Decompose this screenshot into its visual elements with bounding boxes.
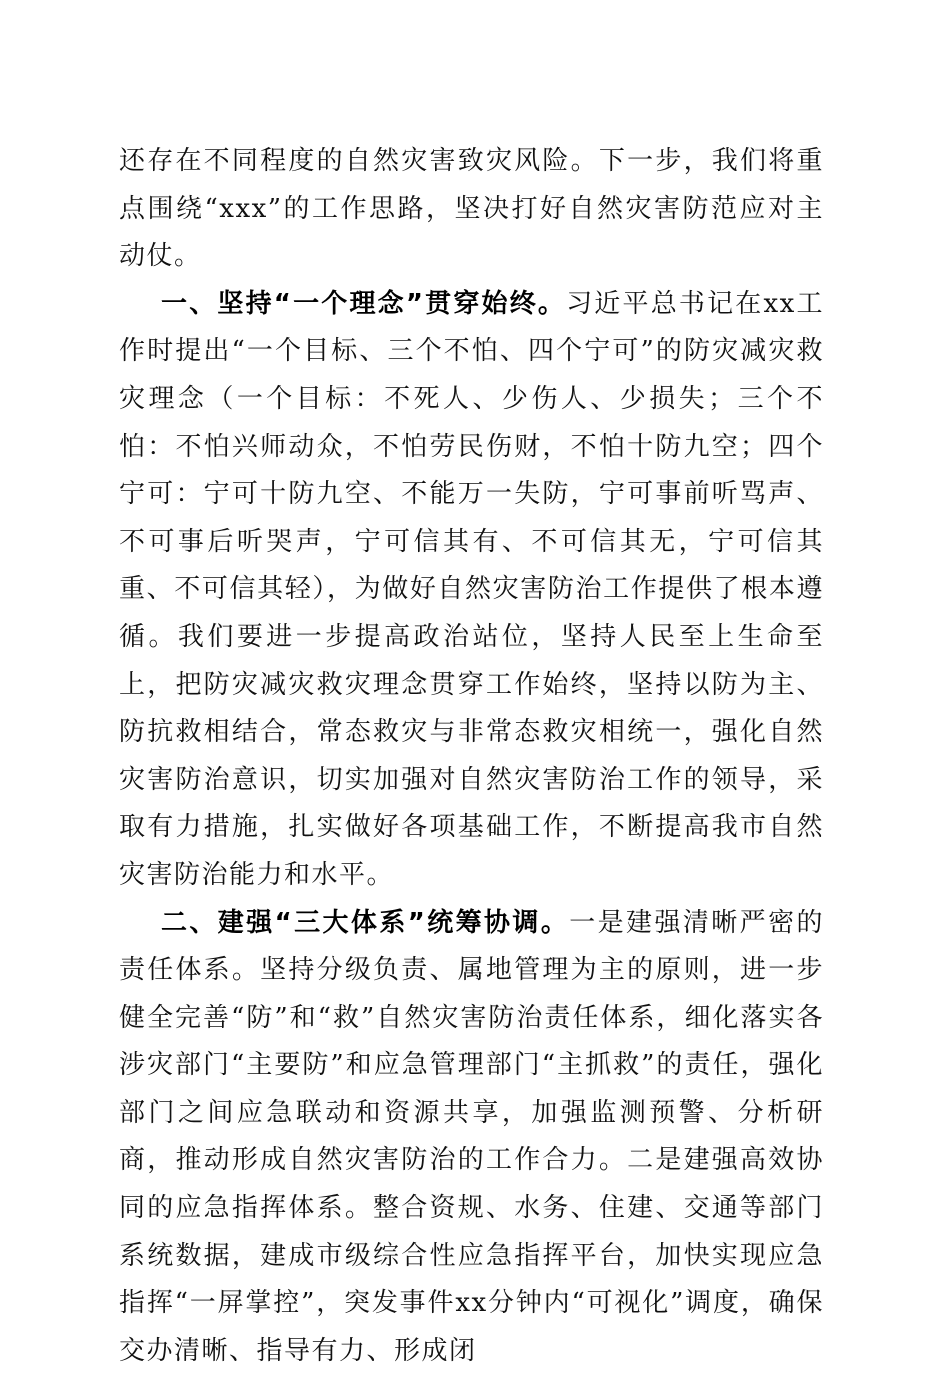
section-heading-two: 二、建强“三大体系”统筹协调。 [161,908,569,938]
section-body-one: 习近平总书记在xx工作时提出“一个目标、三个不怕、四个宁可”的防灾减灾救灾理念（一个目标：不死人、少伤人、少损失；三个不怕：不怕兴师动众，不怕劳民伤财，不怕十防九空；四个宁可：宁可十防九空、不能万一失防，宁可事前听骂声、不可事后听哭声，宁可信其有、不可信其无，宁可信其重、不可信其轻），为做好自然灾害防治工作提供了根本遵循。我们要进一步提高政治站位，坚持人民至上生命至上，把防灾减灾救灾理念贯穿工作始终，坚持以防为主、防抗救相结合，常态救灾与非常态救灾相统一，强化自然灾害防治意识，切实加强对自然灾害防治工作的领导，采取有力措施，扎实做好各项基础工作，不断提高我市自然灾害防治能力和水平。 [119,289,824,890]
paragraph-intro-text: 还存在不同程度的自然灾害致灾风险。下一步，我们将重点围绕“xxx”的工作思路，坚决打好自然灾害防范应对主动仗。 [119,146,824,271]
paragraph-intro [119,138,824,281]
paragraph-three-systems [119,900,824,1375]
section-body-two: 一是建强清晰严密的责任体系。坚持分级负责、属地管理为主的原则，进一步健全完善“防”和“救”自然灾害防治责任体系，细化落实各涉灾部门“主要防”和应急管理部门“主抓救”的责任，强化部门之间应急联动和资源共享，加强监测预警、分析研商，推动形成自然灾害防治的工作合力。二是建强高效协同的应急指挥体系。整合资规、水务、住建、交通等部门系统数据，建成市级综合性应急指挥平台，加快实现应急指挥“一屏掌控”，突发事件xx分钟内“可视化”调度，确保交办清晰、指导有力、形成闭 [119,908,824,1366]
section-heading-one: 一、坚持“一个理念”贯穿始终。 [161,289,566,319]
paragraph-one-concept [119,281,824,900]
document-body [119,138,824,1375]
